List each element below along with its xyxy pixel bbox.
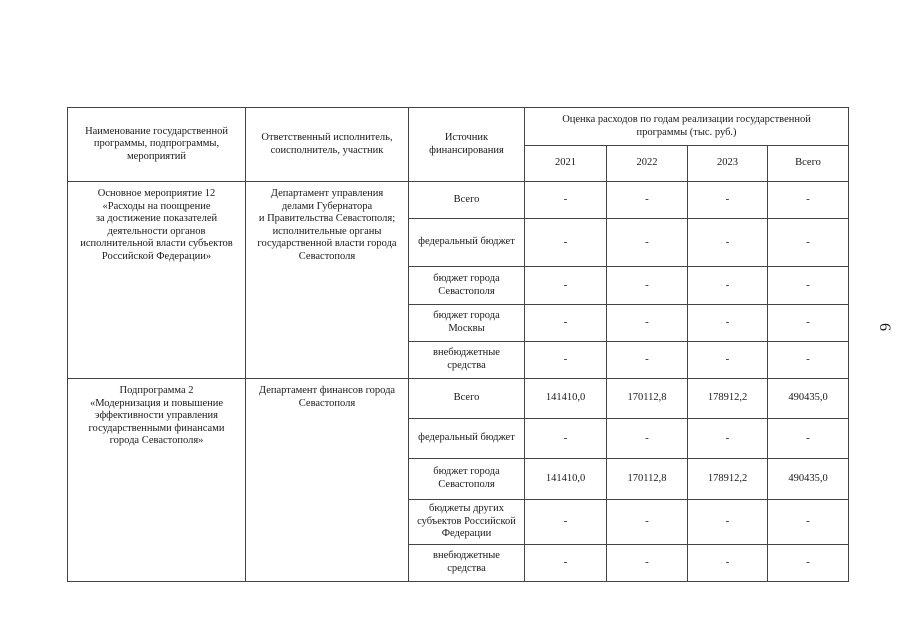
header-executor: Ответственный исполнитель, соисполнитель, участник <box>246 108 409 182</box>
value-cell: 490435,0 <box>768 379 849 419</box>
header-year-total: Всего <box>768 146 849 182</box>
value-cell: 490435,0 <box>768 459 849 500</box>
header-source: Источник финансирования <box>409 108 525 182</box>
funding-source: бюджет города Севастополя <box>409 459 525 500</box>
funding-source: Всего <box>409 182 525 219</box>
program-executor: Департамент финансов города Севастополя <box>246 379 409 582</box>
value-cell: 170112,8 <box>607 379 688 419</box>
value-cell: - <box>607 419 688 459</box>
value-cell: - <box>768 182 849 219</box>
value-cell: - <box>525 267 607 305</box>
program-executor: Департамент управления делами Губернатора и Правительства Севастополя; исполнительные органы государственной власти города Севастополя <box>246 182 409 379</box>
value-cell: - <box>525 305 607 342</box>
value-cell: 141410,0 <box>525 379 607 419</box>
value-cell: - <box>607 219 688 267</box>
value-cell: - <box>607 182 688 219</box>
value-cell: - <box>688 545 768 582</box>
value-cell: - <box>525 500 607 545</box>
value-cell: - <box>688 182 768 219</box>
value-cell: - <box>688 219 768 267</box>
value-cell: - <box>525 419 607 459</box>
value-cell: - <box>688 419 768 459</box>
value-cell: - <box>525 545 607 582</box>
value-cell: - <box>688 267 768 305</box>
budget-table <box>67 107 849 582</box>
page-number: 6 <box>876 323 893 331</box>
value-cell: - <box>525 182 607 219</box>
funding-source: федеральный бюджет <box>409 219 525 267</box>
value-cell: - <box>688 342 768 379</box>
header-name: Наименование государственной программы, подпрограммы, мероприятий <box>68 108 246 182</box>
header-year: 2022 <box>607 146 688 182</box>
table-row <box>68 379 849 419</box>
value-cell: - <box>607 305 688 342</box>
value-cell: - <box>768 545 849 582</box>
funding-source: бюджет города Севастополя <box>409 267 525 305</box>
value-cell: - <box>688 500 768 545</box>
funding-source: внебюджетные средства <box>409 342 525 379</box>
funding-source: внебюджетные средства <box>409 545 525 582</box>
value-cell: - <box>607 545 688 582</box>
table-row <box>68 182 849 219</box>
value-cell: 178912,2 <box>688 379 768 419</box>
header-year: 2023 <box>688 146 768 182</box>
value-cell: 170112,8 <box>607 459 688 500</box>
value-cell: - <box>768 419 849 459</box>
value-cell: - <box>768 305 849 342</box>
header-year: 2021 <box>525 146 607 182</box>
value-cell: - <box>607 267 688 305</box>
header-estimate: Оценка расходов по годам реализации государственной программы (тыс. руб.) <box>525 108 849 146</box>
funding-source: бюджеты других субъектов Российской Федерации <box>409 500 525 545</box>
value-cell: - <box>768 267 849 305</box>
value-cell: 141410,0 <box>525 459 607 500</box>
value-cell: - <box>607 342 688 379</box>
value-cell: - <box>525 219 607 267</box>
value-cell: - <box>607 500 688 545</box>
value-cell: - <box>768 219 849 267</box>
funding-source: Всего <box>409 379 525 419</box>
value-cell: - <box>525 342 607 379</box>
value-cell: - <box>768 342 849 379</box>
funding-source: бюджет города Москвы <box>409 305 525 342</box>
funding-source: федеральный бюджет <box>409 419 525 459</box>
program-name: Подпрограмма 2 «Модернизация и повышение эффективности управления государственными финансами города Севастополя» <box>68 379 246 582</box>
value-cell: - <box>768 500 849 545</box>
program-name: Основное мероприятие 12 «Расходы на поощрение за достижение показателей деятельности органов исполнительной власти субъектов Российской Федерации» <box>68 182 246 379</box>
value-cell: 178912,2 <box>688 459 768 500</box>
value-cell: - <box>688 305 768 342</box>
